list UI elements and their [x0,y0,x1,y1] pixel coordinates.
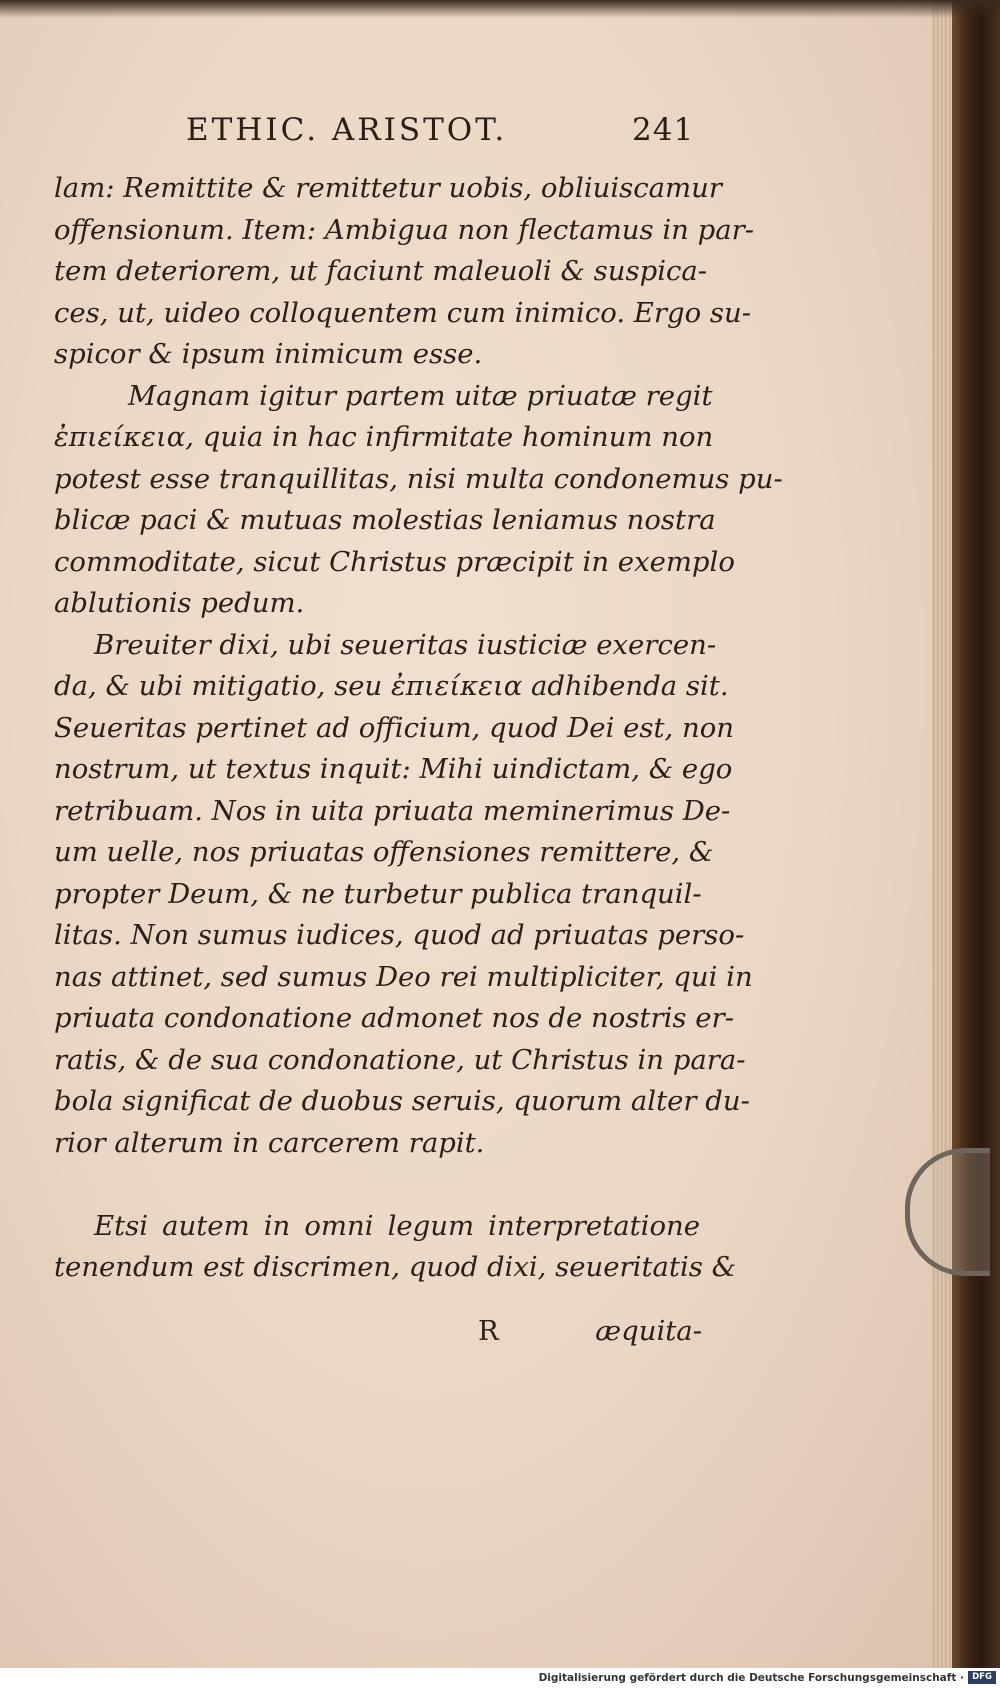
text-line: blicæ paci & mutuas molestias leniamus nostra [54,504,716,536]
text-line: ratis, & de sua condonatione, ut Christus in para- [54,1043,746,1076]
text-line: lam: Remittite & remittetur uobis, obliuiscamur [54,172,722,204]
text-line: rior alterum in carcerem rapit. [54,1126,485,1159]
text-line: bola significat de duobus seruis, quorum alter du- [54,1085,750,1117]
text-line: da, & ubi mitigatio, seu ἐπιείκεια adhibenda sit. [54,670,729,702]
text-line: Breuiter dixi, ubi seueritas iusticiæ exercen- [94,628,717,661]
text-line: potest esse tranquillitas, nisi multa condonemus pu- [54,462,783,495]
footer-credit: Digitalisierung gefördert durch die Deutsche Forschungsgemeinschaft · [538,1672,964,1684]
running-head [186,112,706,148]
text-line: ces, ut, uideo colloquentem cum inimico. Ergo su- [54,296,752,329]
text-line: offensionum. Item: Ambigua non flectamus in par- [54,213,755,246]
paragraph-gap [54,1164,700,1206]
running-head-title: ETHIC. ARISTOT. [186,112,508,148]
text-line: priuata condonatione admonet nos de nostris er- [54,1002,734,1034]
book-binding-edge [952,0,1000,1668]
text-line: nas attinet, sed sumus Deo rei multipliciter, qui in [54,960,753,993]
text-line: Magnam igitur partem uitæ priuatæ regit [128,379,713,412]
text-line: ablutionis pedum. [54,587,305,619]
dfg-logo-icon: DFG [968,1671,996,1684]
text-line: litas. Non sumus iudices, quod ad priuatas perso- [54,919,745,951]
text-line: retribuam. Nos in uita priuata meminerimus De- [54,794,731,827]
top-shadow [0,0,1000,18]
text-line: Seueritas pertinet ad officium, quod Dei est, non [54,711,735,744]
text-line: tem deteriorem, ut faciunt maleuoli & suspica- [54,255,708,287]
text-line: nostrum, ut textus inquit: Mihi uindictam, & ego [54,753,733,785]
body-text [54,168,783,1289]
signature-line [478,1315,702,1347]
text-line: spicor & ipsum inimicum esse. [54,338,483,370]
text-line: um uelle, nos priuatas offensiones remittere, & [54,836,714,868]
digitization-footer [0,1668,1000,1688]
text-line: propter Deum, & ne turbetur publica tranquil- [54,877,702,910]
catchword: æquita- [595,1315,702,1347]
text-line: tenendum est discrimen, quod dixi, seueritatis & [54,1251,737,1283]
text-line: commoditate, sicut Christus præcipit in exemplo [54,545,735,578]
signature-mark: R [478,1315,499,1347]
page-number: 241 [632,112,695,148]
text-line: Etsi autem in omni legum interpretatione [94,1209,700,1242]
text-line: ἐπιείκεια, quia in hac infirmitate hominum non [54,421,714,453]
